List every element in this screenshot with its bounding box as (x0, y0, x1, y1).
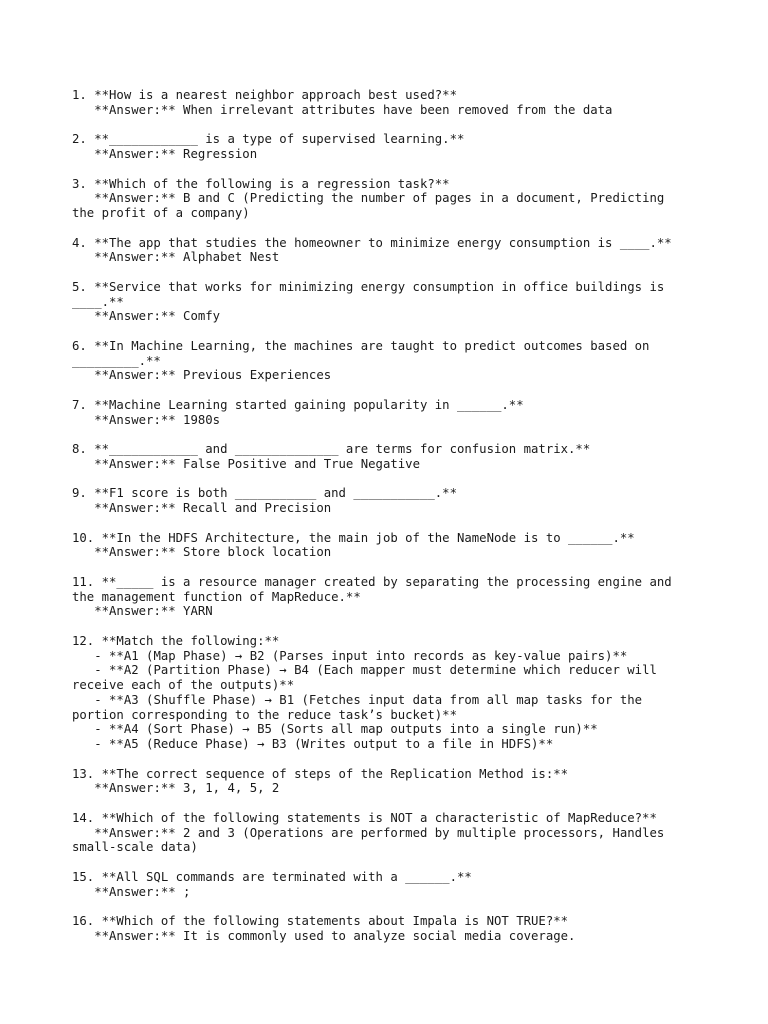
answer-text: **Answer:** Store block location (72, 545, 332, 560)
question-text: 5. **Service that works for minimizing energy consumption in office buildings is ____.** (72, 279, 672, 309)
question-text: 9. **F1 score is both ___________ and ___________.** (72, 486, 457, 501)
question-text: 10. **In the HDFS Architecture, the main job of the NameNode is to ______.** (72, 530, 635, 545)
answer-text: - **A1 (Map Phase) → B2 (Parses input into records as key-value pairs)** (72, 648, 628, 663)
question-block (72, 132, 686, 162)
question-text: 8. **____________ and ______________ are terms for confusion matrix.** (72, 442, 591, 456)
question-block (72, 914, 686, 944)
question-text: 1. **How is a nearest neighbor approach best used?** (72, 88, 457, 102)
question-text: 6. **In Machine Learning, the machines are taught to predict outcomes based on _________.** (72, 338, 657, 368)
answer-text: - **A3 (Shuffle Phase) → B1 (Fetches input data from all map tasks for the portion corresponding to the reduce task’s bucket)** (72, 692, 650, 722)
question-block (72, 236, 686, 266)
question-text: 11. **_____ is a resource manager created by separating the processing engine and the management function of MapReduce.** (72, 574, 680, 604)
answer-text: **Answer:** YARN (72, 604, 213, 619)
answer-text: **Answer:** Regression (72, 147, 258, 161)
question-text: 15. **All SQL commands are terminated with a ______.** (72, 869, 472, 884)
answer-text: - **A4 (Sort Phase) → B5 (Sorts all map outputs into a single run)** (72, 722, 598, 737)
question-block (72, 575, 686, 619)
document-body (72, 88, 686, 958)
question-text: 13. **The correct sequence of steps of the Replication Method is:** (72, 766, 569, 781)
answer-text: **Answer:** 1980s (72, 412, 221, 427)
answer-text: **Answer:** False Positive and True Negative (72, 456, 420, 471)
answer-text: **Answer:** ; (72, 884, 191, 899)
question-block (72, 177, 686, 221)
question-text: 14. **Which of the following statements is NOT a characteristic of MapReduce?** (72, 810, 657, 825)
question-block (72, 280, 686, 324)
answer-text: **Answer:** It is commonly used to analyze social media coverage. (72, 928, 576, 943)
question-block (72, 634, 686, 752)
question-text: 7. **Machine Learning started gaining popularity in ______.** (72, 397, 524, 412)
answer-text: **Answer:** Comfy (72, 309, 221, 324)
answer-text: **Answer:** Alphabet Nest (72, 250, 280, 265)
question-block (72, 870, 686, 900)
question-block (72, 767, 686, 797)
question-text: 4. **The app that studies the homeowner to minimize energy consumption is ____.** (72, 235, 672, 250)
answer-text: **Answer:** 2 and 3 (Operations are performed by multiple processors, Handles small-scale data) (72, 825, 672, 855)
question-block (72, 442, 686, 472)
answer-text: - **A5 (Reduce Phase) → B3 (Writes output to a file in HDFS)** (72, 737, 554, 751)
answer-text: **Answer:** When irrelevant attributes have been removed from the data (72, 102, 613, 117)
question-block (72, 811, 686, 855)
question-text: 12. **Match the following:** (72, 633, 280, 648)
question-block (72, 339, 686, 383)
question-text: 2. **____________ is a type of supervised learning.** (72, 132, 465, 147)
answer-text: **Answer:** B and C (Predicting the number of pages in a document, Predicting the profit of a company) (72, 191, 672, 220)
answer-text: **Answer:** Previous Experiences (72, 368, 332, 383)
answer-text: **Answer:** 3, 1, 4, 5, 2 (72, 781, 280, 796)
question-block (72, 486, 686, 516)
question-block (72, 531, 686, 561)
question-text: 3. **Which of the following is a regression task?** (72, 176, 450, 191)
answer-text: - **A2 (Partition Phase) → B4 (Each mapper must determine which reducer will receive each of the outputs)** (72, 663, 665, 692)
question-block (72, 88, 686, 118)
answer-text: **Answer:** Recall and Precision (72, 501, 332, 515)
question-block (72, 398, 686, 428)
question-text: 16. **Which of the following statements about Impala is NOT TRUE?** (72, 914, 569, 928)
